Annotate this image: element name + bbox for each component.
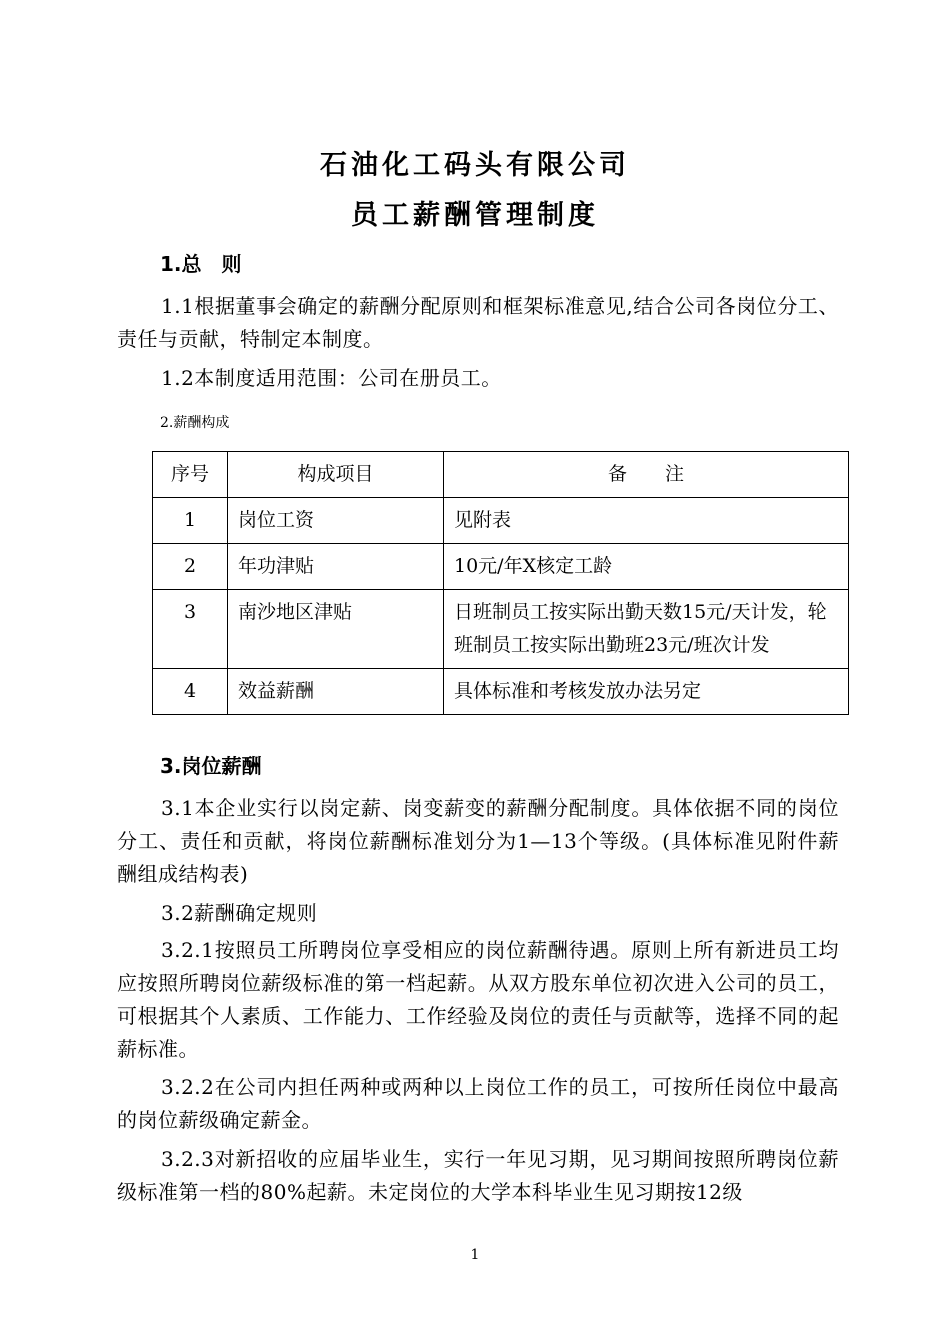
row-note: 见附表 xyxy=(444,498,849,544)
section2-heading: 2.薪酬构成 xyxy=(160,415,230,431)
row-no: 3 xyxy=(153,590,228,669)
table-row xyxy=(153,669,849,715)
section3-paragraph-2: 3.2薪酬确定规则 xyxy=(161,901,318,925)
row-no: 4 xyxy=(153,669,228,715)
section3-paragraph-5: 3.2.3对新招收的应届毕业生，实行一年见习期，见习期间按照所聘岗位薪级标准第一档的80%起薪。未定岗位的大学本科毕业生见习期按12级 xyxy=(117,1147,839,1204)
section3-paragraph-1: 3.1本企业实行以岗定薪、岗变薪变的薪酬分配制度。具体依据不同的岗位分工、责任和贡献，将岗位薪酬标准划分为1—13个等级。(具体标准见附件薪酬组成结构表) xyxy=(117,796,839,886)
section3-paragraph-3: 3.2.1按照员工所聘岗位享受相应的岗位薪酬待遇。原则上所有新进员工均应按照所聘岗位薪级标准的第一档起薪。从双方股东单位初次进入公司的员工，可根据其个人素质、工作能力、工作经验及岗位的责任与贡献等，选择不同的起薪标准。 xyxy=(117,938,839,1061)
section3-heading: 3.岗位薪酬 xyxy=(160,754,262,778)
section1-paragraph-1: 1.1根据董事会确定的薪酬分配原则和框架标准意见,结合公司各岗位分工、责任与贡献，特制定本制度。 xyxy=(117,294,839,351)
section1-heading: 1.总 则 xyxy=(160,252,242,276)
row-item: 效益薪酬 xyxy=(228,669,444,715)
compensation-table xyxy=(152,451,849,715)
row-note: 具体标准和考核发放办法另定 xyxy=(444,669,849,715)
page-number: 1 xyxy=(470,1247,480,1263)
table-row xyxy=(153,544,849,590)
row-no: 1 xyxy=(153,498,228,544)
row-item: 岗位工资 xyxy=(228,498,444,544)
document-title: 员工薪酬管理制度 xyxy=(351,200,599,231)
row-note: 10元/年X核定工龄 xyxy=(444,544,849,590)
row-item: 南沙地区津贴 xyxy=(228,590,444,669)
row-no: 2 xyxy=(153,544,228,590)
table-row xyxy=(153,590,849,669)
row-note: 日班制员工按实际出勤天数15元/天计发，轮班制员工按实际出勤班23元/班次计发 xyxy=(444,590,849,669)
section1-paragraph-2: 1.2本制度适用范围：公司在册员工。 xyxy=(161,366,502,390)
header-no: 序号 xyxy=(153,452,228,498)
row-item: 年功津贴 xyxy=(228,544,444,590)
table-row xyxy=(153,498,849,544)
section3-paragraph-4: 3.2.2在公司内担任两种或两种以上岗位工作的员工，可按所任岗位中最高的岗位薪级确定薪金。 xyxy=(117,1075,839,1132)
table-header-row xyxy=(153,452,849,498)
header-note: 备 注 xyxy=(444,452,849,498)
header-item: 构成项目 xyxy=(228,452,444,498)
company-title: 石油化工码头有限公司 xyxy=(320,150,630,181)
